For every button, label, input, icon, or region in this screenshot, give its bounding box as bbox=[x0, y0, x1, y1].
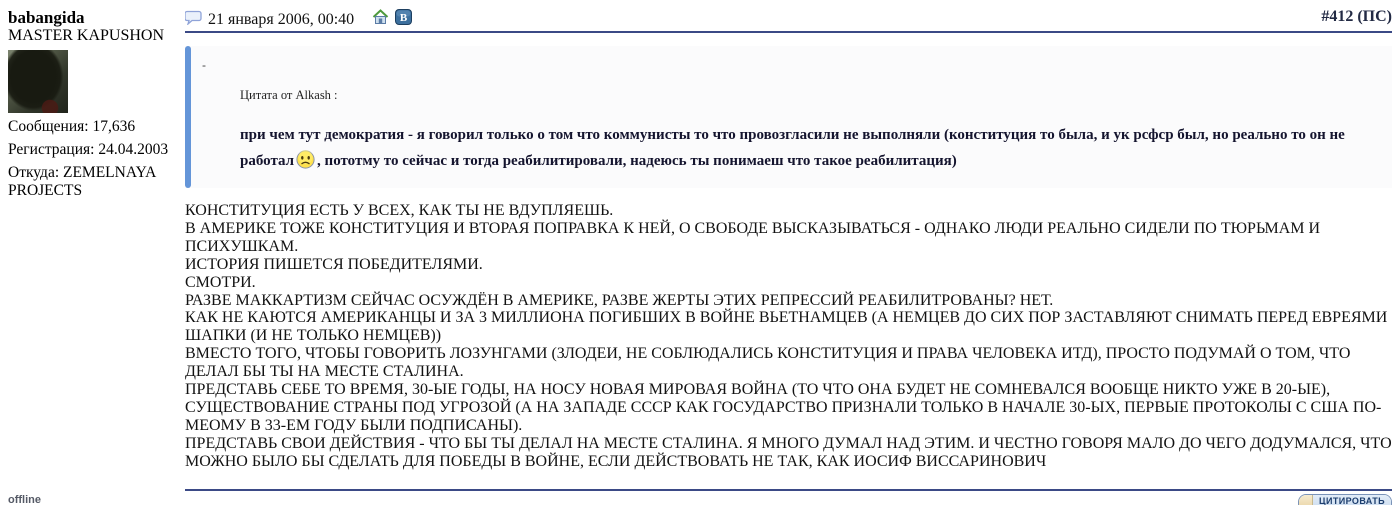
post-paragraph: КОНСТИТУЦИЯ ЕСТЬ У ВСЕХ, КАК ТЫ НЕ ВДУПЛЯЕШЬ. bbox=[185, 202, 614, 219]
quote-text-part2: , пототму то сейчас и тогда реабилитировали, надеюсь ты понимаеш что такое реабилитация) bbox=[317, 153, 957, 169]
post-paragraph: ВМЕСТО ТОГО, ЧТОБЫ ГОВОРИТЬ ЛОЗУНГАМИ (ЗЛОДЕИ, НЕ СОБЛЮДАЛИСЬ КОНСТИТУЦИЯ И ПРАВА ЧЕЛОВЕКА ИТД), ПРОСТО ПОДУМАЙ О ТОМ, ЧТО ДЕЛАЛ БЫ ТЫ НА МЕСТЕ СТАЛИНА. bbox=[185, 345, 1351, 381]
post-header bbox=[185, 0, 1392, 31]
user-registration-date: Регистрация: 24.04.2003 bbox=[8, 141, 169, 158]
svg-text:B: B bbox=[400, 12, 408, 24]
quote-collapse-toggle[interactable]: - bbox=[202, 58, 206, 72]
quote-attribution: Цитата от Alkash : bbox=[240, 88, 338, 102]
username-link[interactable]: babangida bbox=[8, 8, 85, 27]
post-paragraph: РАЗВЕ МАККАРТИЗМ СЕЙЧАС ОСУЖДЁН В АМЕРИКЕ, РАЗВЕ ЖЕРТЫ ЭТИХ РЕПРЕССИЙ РЕАБИЛИТРОВАНЫ? НЕТ. bbox=[185, 291, 1054, 309]
quote-reply-button[interactable] bbox=[1298, 494, 1392, 505]
quote-text-part1: при чем тут демократия - я говорил только о том что коммунисты то что провозгласили не выполняли (конституция то была, и ук рсфср был, но реально то он не работал bbox=[240, 127, 1345, 169]
user-location: Откуда: ZEMELNAYA PROJECTS bbox=[8, 164, 156, 199]
post-paragraph: СМОТРИ. bbox=[185, 273, 256, 291]
user-messages-count: Сообщения: 17,636 bbox=[8, 118, 136, 135]
user-avatar[interactable] bbox=[8, 50, 68, 113]
home-icon[interactable] bbox=[372, 9, 389, 30]
quote-button-icon bbox=[1299, 495, 1313, 505]
header-divider bbox=[185, 31, 1392, 33]
post-paragraph: ПРЕДСТАВЬ СЕБЕ ТО ВРЕМЯ, 30-ЫЕ ГОДЫ, НА НОСУ НОВАЯ МИРОВАЯ ВОЙНА (ТО ЧТО ОНА БУДЕТ НЕ СОМНЕВАЛСЯ ВООБЩЕ НИКТО УЖЕ В 20-ЫЕ), СУЩЕСТВОВАНИЕ СТРАНЫ ПОД УГРОЗОЙ (А НА ЗАПАДЕ СССР КАК ГОСУДАРСТВО ПРИЗНАЛИ ТОЛЬКО В НАЧАЛЕ 30-ЫХ, ПЕРВЫЕ ПРОТОКОЛЫ С США ПО-МЕОМУ В 33-ЕМ ГОДУ БЫЛИ ПОДПИСАНЫ). bbox=[185, 381, 1382, 434]
comment-bubble-icon bbox=[185, 10, 202, 30]
footer-divider bbox=[185, 489, 1392, 491]
post-paragraph: ИСТОРИЯ ПИШЕТСЯ ПОБЕДИТЕЛЯМИ. bbox=[185, 255, 483, 273]
user-title: MASTER KAPUSHON bbox=[8, 27, 165, 44]
confused-smiley-icon bbox=[296, 150, 315, 178]
quote-text bbox=[240, 122, 1380, 178]
user-online-status: offline bbox=[8, 494, 41, 505]
vbulletin-b-icon[interactable] bbox=[395, 9, 412, 30]
quote-button-label: ЦИТИРОВАТЬ bbox=[1313, 495, 1391, 505]
quote-left-bar bbox=[185, 46, 191, 188]
post-paragraph: В АМЕРИКЕ ТОЖЕ КОНСТИТУЦИЯ И ВТОРАЯ ПОПРАВКА К НЕЙ, О СВОБОДЕ ВЫСКАЗЫВАТЬСЯ - ОДНАКО ЛЮДИ РЕАЛЬНО СИДЕЛИ ПО ТЮРЬМАМ И ПСИХУШКАМ. bbox=[185, 219, 1321, 255]
post-body bbox=[185, 202, 1395, 471]
quote-block bbox=[185, 46, 1392, 188]
post-date: 21 января 2006, 00:40 bbox=[208, 10, 355, 28]
post-number[interactable]: #412 (ПС) bbox=[1321, 8, 1392, 25]
post-main-column bbox=[185, 0, 1392, 31]
post-paragraph: ПРЕДСТАВЬ СВОИ ДЕЙСТВИЯ - ЧТО БЫ ТЫ ДЕЛАЛ НА МЕСТЕ СТАЛИНА. Я МНОГО ДУМАЛ НАД ЭТИМ. И ЧЕСТНО ГОВОРЯ МАЛО ДО ЧЕГО ДОДУМАЛСЯ, ЧТО МОЖНО БЫЛО БЫ СДЕЛАТЬ ДЛЯ ПОБЕДЫ В ВОЙНЕ, ЕСЛИ ДЕЙСТВОВАТЬ НЕ ТАК, КАК ИОСИФ ВИССАРИНОВИЧ bbox=[185, 434, 1392, 470]
post-paragraph: КАК НЕ КАЮТСЯ АМЕРИКАНЦЫ И ЗА 3 МИЛЛИОНА ПОГИБШИХ В ВОЙНЕ ВЬЕТНАМЦЕВ (А НЕМЦЕВ ДО СИХ ПОР ЗАСТАВЛЯЮТ СНИМАТЬ ПЕРЕД ЕВРЕЯМИ ШАПКИ (И НЕ ТОЛЬКО НЕМЦЕВ)) bbox=[185, 309, 1388, 345]
user-info-panel bbox=[8, 8, 180, 200]
